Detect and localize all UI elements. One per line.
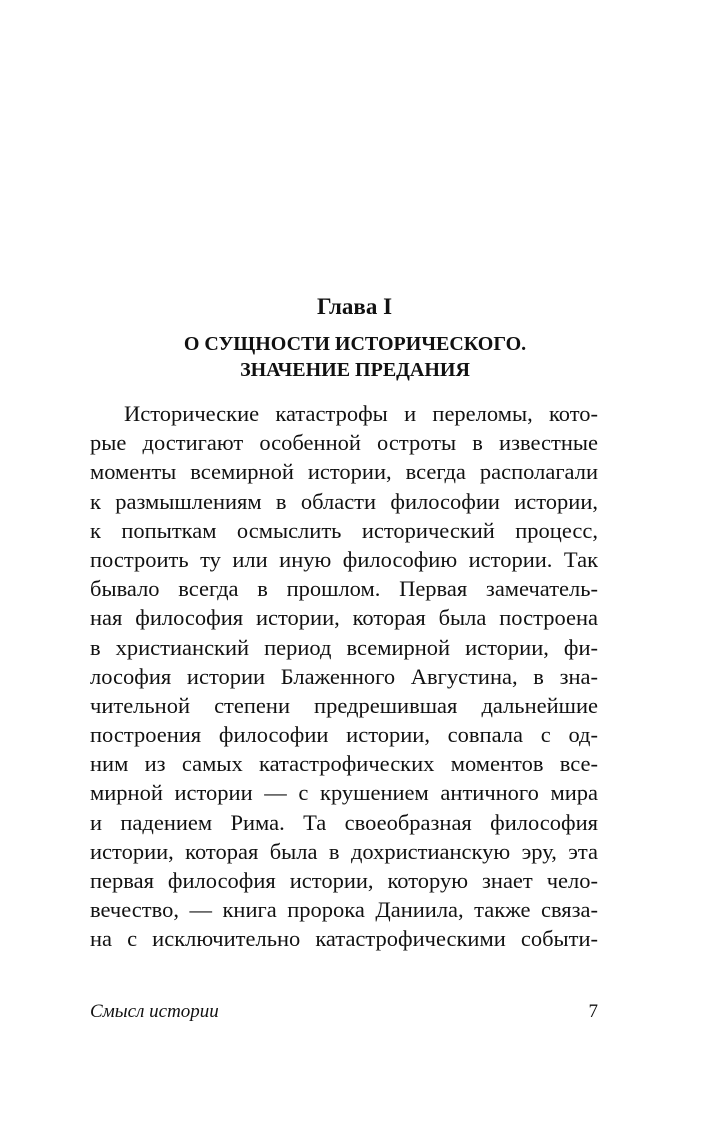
page-number: 7 <box>588 1001 598 1022</box>
text-line: к размышлениям в области философии истории, <box>90 488 598 514</box>
text-line: построить ту или иную философию истории. Так <box>90 546 598 572</box>
chapter-title <box>90 331 620 383</box>
text-line: рые достигают особенной остроты в известные <box>90 430 598 456</box>
page-footer <box>90 998 598 1026</box>
text-line: ная философия истории, которая была построена <box>90 605 598 631</box>
text-line: на с исключительно катастрофическими событи- <box>90 926 598 952</box>
chapter-title-line: О СУЩНОСТИ ИСТОРИЧЕСКОГО. <box>183 333 527 355</box>
text-line: Исторические катастрофы и переломы, кото- <box>124 401 598 426</box>
chapter-title-line: ЗНАЧЕНИЕ ПРЕДАНИЯ <box>240 359 470 381</box>
chapter-label: Глава I <box>316 294 393 319</box>
text-line: и падением Рима. Та своеобразная философия <box>90 809 598 835</box>
text-line: вечество, — книга пророка Даниила, также связа- <box>90 897 598 923</box>
text-line: чительной степени предрешившая дальнейшие <box>90 692 598 718</box>
running-title: Смысл истории <box>90 1001 219 1022</box>
text-line: в христианский период всемирной истории, фи- <box>90 634 598 660</box>
text-line: ним из самых катастрофических моментов все- <box>90 751 598 777</box>
text-line: к попыткам осмыслить исторический процесс, <box>90 517 598 543</box>
text-line: лософия истории Блаженного Августина, в зна- <box>90 663 598 689</box>
text-line: бывало всегда в прошлом. Первая замечатель- <box>90 576 598 602</box>
text-line: первая философия истории, которую знает чело- <box>90 868 598 893</box>
text-line: построения философии истории, совпала с од- <box>90 722 598 748</box>
text-line: истории, которая была в дохристианскую эру, эта <box>90 838 598 864</box>
text-line: моменты всемирной истории, всегда располагали <box>90 459 598 485</box>
text-line: мирной истории — с крушением античного мира <box>90 780 598 806</box>
body-paragraph <box>90 399 598 954</box>
